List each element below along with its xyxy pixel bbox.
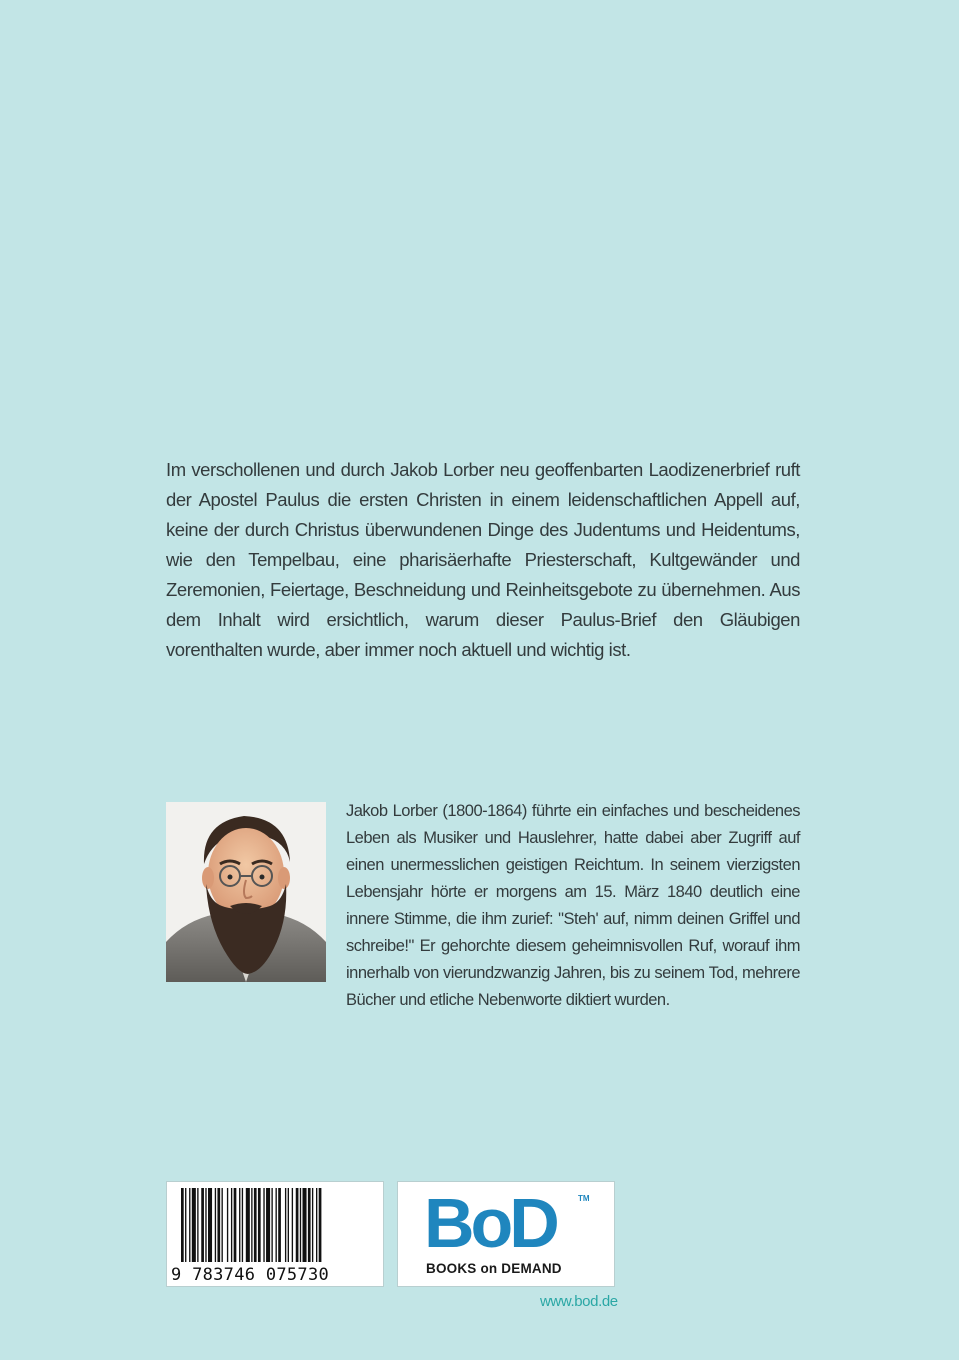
publisher-url[interactable]: www.bod.de (540, 1293, 618, 1310)
author-bio: Jakob Lorber (1800-1864) führte ein einfaches und bescheidenes Leben als Musiker und Hauslehrer, hatte dabei aber Zugriff auf einen unermesslichen geistigen Reichtum. In seinem vierzigsten Lebensjahr hörte er morgens am 15. März 1840 deutlich eine innere Stimme, die ihm zurief: "Steh' auf, nimm deinen Griffel und schreibe!" Er gehorchte diesem geheimnisvollen Ruf, worauf ihm innerhalb von vierundzwanzig Jahren, bis zu seinem Tod, mehrere Bücher und etliche Nebenworte diktiert wurden. (346, 802, 800, 1009)
barcode-bars (181, 1188, 371, 1268)
blurb-paragraph: Im verschollenen und durch Jakob Lorber neu geoffenbarten Laodizenerbrief ruft der Apostel Paulus die ersten Christen in einem leidenschaftlichen Appell auf, keine der durch Christus überwundenen Dinge des Judentums und Heidentums, wie den Tempelbau, eine pharisäerhafte Priesterschaft, Kultgewänder und Zeremonien, Feiertage, Beschneidung und Reinheitsgebote zu übernehmen. Aus dem Inhalt wird ersichtlich, warum dieser Paulus-Brief den Gläubigen vorenthalten wurde, aber immer noch aktuell und wichtig ist. (166, 459, 800, 660)
isbn-number: 9 783746 075730 (171, 1265, 330, 1285)
author-section (166, 800, 800, 1009)
publisher-tagline: BOOKS on DEMAND (426, 1261, 562, 1276)
bod-logo-text: BoD (424, 1184, 556, 1262)
author-portrait (166, 802, 326, 982)
isbn-barcode (166, 1181, 384, 1287)
publisher-logo (397, 1181, 615, 1287)
trademark-mark: TM (578, 1194, 590, 1203)
author-portrait-drawing (166, 802, 326, 982)
